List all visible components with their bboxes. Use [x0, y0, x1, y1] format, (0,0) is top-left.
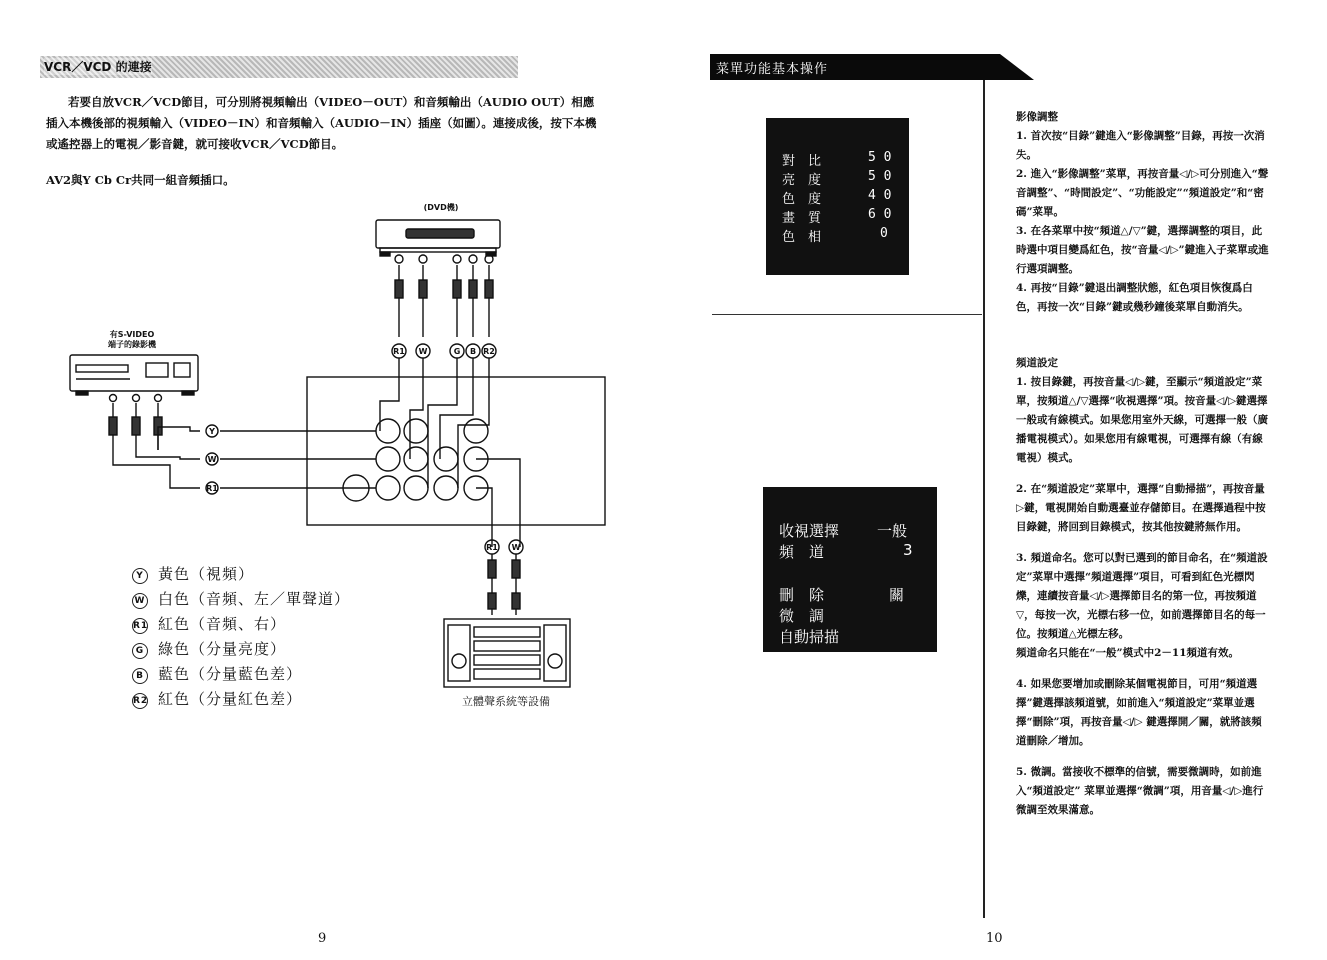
page-number-right: 10: [986, 931, 1003, 946]
legend-item: Y 黃色（視頻）: [132, 562, 350, 587]
menu-row-value: 關: [889, 586, 905, 604]
stereo-system-icon: [444, 619, 570, 687]
menu-row: 對 比: [782, 154, 822, 169]
vcr-icon: [70, 355, 198, 395]
menu-row-value: 一般: [877, 522, 908, 540]
channel-menu-screen: [763, 487, 937, 652]
vcr-plug-w: W: [207, 455, 217, 464]
section-heading: 影像調整: [1016, 111, 1058, 123]
section-header: 菜單功能基本操作: [716, 62, 829, 77]
page-number-left: 9: [318, 931, 327, 946]
legend-item: B 藍色（分量藍色差）: [132, 662, 350, 687]
horizontal-divider: [712, 314, 982, 315]
legend-item: R1 紅色（音頻、右）: [133, 615, 287, 633]
menu-row: 色 度: [782, 192, 822, 207]
y-plug-icon: Y: [132, 568, 148, 584]
stereo-plug-r1: R1: [486, 543, 498, 552]
picture-menu-screen: 對 比 5 0 亮 度 5 0 色 度 4 0 畫 質 6 0 色 相 0: [766, 118, 909, 275]
legend-item: R2 紅色（分量紅色差）: [133, 690, 303, 708]
dvd-label: (DVD機): [423, 203, 459, 212]
section-title: VCR／VCD 的連接: [44, 60, 152, 74]
intro-paragraph: 若要自放VCR／VCD節目，可分別將視頻輸出（VIDEO－OUT）和音頻輸出（AUDIO OUT）相應插入本機後部的視頻輸入（VIDEO－IN）和音頻輸入（AUDIO－IN）插座（如圖）。連接成後，按下本機或遙控器上的電視／影音鍵，就可接收VCR／VCD節目。: [46, 95, 597, 151]
menu-row: 畫 質: [782, 211, 822, 226]
section-heading: 頻道設定: [1016, 357, 1058, 369]
vcr-label-line2: 端子的錄影機: [108, 340, 156, 349]
menu-row-label: 微 調: [779, 607, 825, 625]
b-plug-icon: B: [132, 668, 148, 684]
vcr-plug-y: Y: [209, 427, 215, 436]
vcr-label-line1: 有S-VIDEO: [109, 330, 155, 339]
menu-row-label: 收視選擇: [779, 522, 840, 540]
menu-row-label: 頻 道: [779, 543, 825, 561]
menu-row-label: 自動掃描: [779, 628, 840, 646]
vcr-plug-r1: R1: [206, 484, 218, 493]
section-title-bar: [40, 56, 518, 78]
dvd-plug-g: G: [453, 347, 461, 356]
dvd-output-jacks: [395, 255, 493, 263]
legend-item: W 白色（音頻、左／單聲道）: [132, 587, 350, 612]
stereo-plug-w: W: [511, 543, 521, 552]
dvd-plug-b: B: [469, 347, 477, 356]
column-divider: [983, 80, 985, 918]
menu-row: 亮 度: [782, 173, 822, 188]
channel-setting-section: 頻道設定 1. 按目錄鍵，再按音量◁/▷鍵，至顯示“頻道設定”菜單，按頻道△/▽選擇“收視選擇”項。按音量◁/▷鍵選擇一般或有線模式。如果您用室外天線，可選擇一般（廣播電視模式）。如果您用有線電視，可選擇有線（有線電視）模式。 2. 在“頻道設定”菜單中，選擇“自動掃描”，再按音量▷鍵，電視開始自動選臺並存儲節目。在選擇過程中按目錄鍵，將回到目錄模式，按其他按鍵將無作用。 3. 頻道命名。您可以對已選到的節目命名，在“頻道設定”菜單中選擇“頻道選擇”項目，可看到紅色光標閃爍，連續按音量◁/▷選擇節目名的第一位，再按頻道▽，每按一次，光標右移一位，如前選擇節目名的每一位。按頻道△光標左移。 頻道命名只能在“一般”模式中2－11頻道有效。 4. 如果您要增加或刪除某個電視節目，可用“頻道選擇”鍵選擇該頻道號，如前進入“頻道設定”菜單並選擇“刪除”項，再按音量◁/▷ 鍵選擇開／關，就將該頻道刪除／增加。 5. 微調。當接收不標準的信號，需要微調時，如前進入“頻道設定” 菜單並選擇“微調”項，用音量◁/▷進行微調至效果滿意。: [1016, 354, 1272, 820]
dvd-cables: [395, 265, 493, 337]
menu-row: 色 相: [782, 230, 822, 245]
dvd-plug-r2: R2: [483, 347, 495, 356]
tv-back-panel: [307, 377, 605, 525]
legend-item: G 綠色（分量亮度）: [132, 637, 350, 662]
image-adjust-section: 影像調整 1. 首次按“目錄”鍵進入“影像調整”目錄，再按一次消失。 2. 進入“影像調整”菜單，再按音量◁/▷可分別進入“聲音調整”、“時間設定”、“功能設定”“頻道設定”和“密碼”菜單。 3. 在各菜單中按“頻道△/▽”鍵，選擇調整的項目，此時選中項目變爲紅色，按“音量◁/▷”鍵進入子菜單或進行選項調整。 4. 再按“目錄”鍵退出調整狀態，紅色項目恢復爲白色，再按一次“目錄”鍵或幾秒鐘後菜單自動消失。: [1016, 108, 1272, 317]
g-plug-icon: G: [132, 643, 148, 659]
menu-row-value: 3: [903, 541, 913, 559]
stereo-label: 立體聲系統等設備: [462, 695, 550, 708]
menu-row-label: 刪 除: [779, 586, 825, 604]
dvd-plug-w: W: [418, 347, 428, 356]
r1-plug-icon: R1: [132, 618, 148, 634]
r2-plug-icon: R2: [132, 693, 148, 709]
dvd-player-icon: [376, 220, 500, 256]
av2-note: AV2與Y Cb Cr共同一組音頻插口。: [46, 173, 235, 187]
dvd-plug-r1: R1: [393, 347, 405, 356]
w-plug-icon: W: [132, 593, 148, 609]
color-legend: [132, 562, 350, 712]
